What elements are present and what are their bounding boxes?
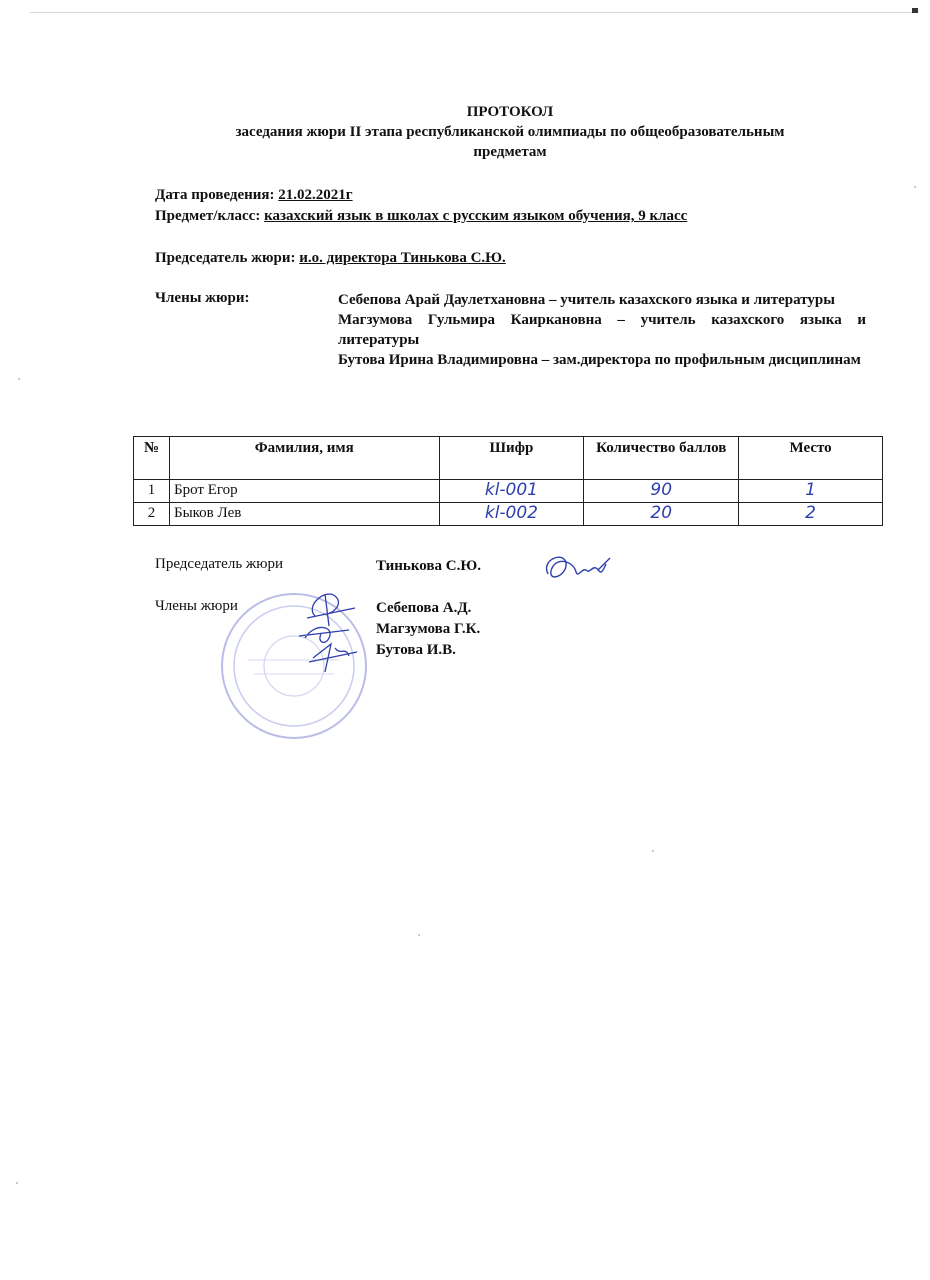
member-signature-name: Себепова А.Д. (376, 600, 472, 616)
document-subtitle-line2: предметам (473, 144, 547, 160)
date-row (155, 186, 353, 205)
cell-code: kl-002 (439, 503, 584, 526)
cell-place: 2 (739, 503, 883, 526)
scan-edge-line (30, 12, 918, 13)
jury-member: Магзумова Гульмира Каиркановна – учитель казахского языка и литературы (338, 312, 866, 348)
members-signature-label: Члены жюри (155, 598, 238, 614)
member-signature-name: Магзумова Г.К. (376, 621, 481, 637)
date-value: 21.02.2021г (278, 187, 353, 203)
document-title: ПРОТОКОЛ (466, 104, 554, 120)
date-label: Дата проведения: (155, 187, 275, 203)
chair-value: и.о. директора Тинькова С.Ю. (299, 250, 506, 266)
cell-place: 1 (739, 480, 883, 503)
jury-member: Себепова Арай Даулетхановна – учитель казахского языка и литературы (338, 292, 835, 308)
jury-label: Члены жюри: (155, 290, 250, 306)
cell-number: 1 (134, 480, 170, 503)
results-table (133, 436, 883, 526)
scan-edge-mark (912, 8, 918, 13)
jury-member: Бутова Ирина Владимировна – зам.директора по профильным дисциплинам (338, 352, 861, 368)
member-signature-name: Бутова И.В. (376, 642, 456, 658)
cell-score: 20 (584, 503, 739, 526)
document-subtitle-line1: заседания жюри II этапа республиканской олимпиады по общеобразовательным (235, 124, 785, 140)
scan-speck (914, 186, 916, 188)
jury-members-list (338, 290, 866, 370)
cell-number: 2 (134, 503, 170, 526)
header-name: Фамилия, имя (169, 437, 439, 480)
table-row (134, 480, 883, 503)
cell-code: kl-001 (439, 480, 584, 503)
table-row (134, 503, 883, 526)
chair-signature (538, 548, 618, 588)
members-signatures (295, 586, 365, 676)
chair-signature-label: Председатель жюри (155, 556, 284, 572)
scan-speck (16, 1182, 18, 1184)
chair-row (155, 249, 506, 268)
header-score: Количество баллов (584, 437, 739, 480)
chair-signature-name: Тинькова С.Ю. (376, 558, 481, 574)
subject-row (155, 207, 687, 226)
subject-label: Предмет/класс: (155, 208, 261, 224)
cell-name: Быков Лев (169, 503, 439, 526)
scan-speck (652, 850, 654, 852)
header-place: Место (739, 437, 883, 480)
header-code: Шифр (439, 437, 584, 480)
scan-speck (18, 378, 20, 380)
cell-name: Брот Егор (169, 480, 439, 503)
subject-value: казахский язык в школах с русским языком обучения, 9 класс (264, 208, 688, 224)
chair-label: Председатель жюри: (155, 250, 296, 266)
document-header (150, 102, 870, 162)
scan-speck (418, 934, 420, 936)
table-header-row (134, 437, 883, 480)
cell-score: 90 (584, 480, 739, 503)
header-number: № (134, 437, 170, 480)
